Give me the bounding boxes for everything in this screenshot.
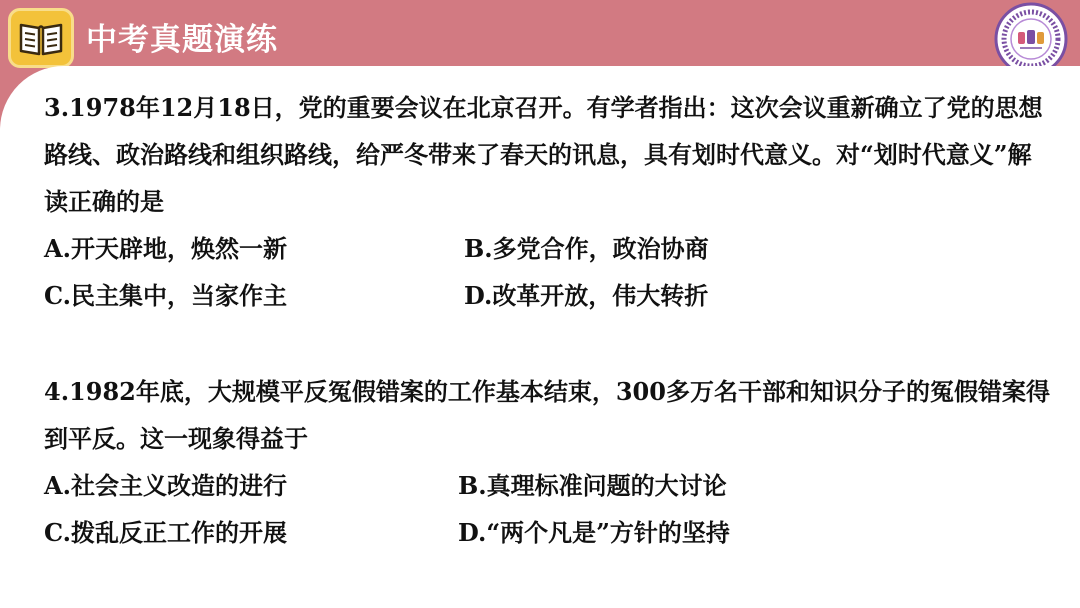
- options-row-1: [44, 225, 1054, 272]
- question-stem: 4.1982年底，大规模平反冤假错案的工作基本结束，300多万名干部和知识分子的冤假错案得到平反。这一现象得益于: [44, 377, 1050, 453]
- question-3: [44, 84, 1054, 319]
- option-b[interactable]: B.真理标准问题的大讨论: [458, 471, 727, 500]
- open-book-icon: [18, 19, 64, 57]
- question-stem: 3.1978年12月18日，党的重要会议在北京召开。有学者指出：这次会议重新确立了党的思想路线、政治路线和组织路线，给严冬带来了春天的讯息，具有划时代意义。对“划时代意义”解读正确的是: [44, 93, 1043, 216]
- section-title: 中考真题演练: [86, 22, 278, 58]
- question-4: [44, 368, 1054, 556]
- options-row-2: [44, 509, 1054, 556]
- option-c[interactable]: C.民主集中，当家作主: [44, 281, 288, 310]
- option-a[interactable]: A.开天辟地，焕然一新: [44, 234, 287, 263]
- option-d[interactable]: D.“两个凡是”方针的坚持: [458, 518, 730, 547]
- options-row-1: [44, 462, 1054, 509]
- school-seal-icon: [994, 2, 1068, 76]
- options-row-2: [44, 272, 1054, 319]
- option-a[interactable]: A.社会主义改造的进行: [44, 471, 287, 500]
- option-b[interactable]: B.多党合作，政治协商: [464, 234, 709, 263]
- book-badge: [8, 8, 74, 68]
- option-c[interactable]: C.拨乱反正工作的开展: [44, 518, 288, 547]
- option-d[interactable]: D.改革开放，伟大转折: [464, 281, 709, 310]
